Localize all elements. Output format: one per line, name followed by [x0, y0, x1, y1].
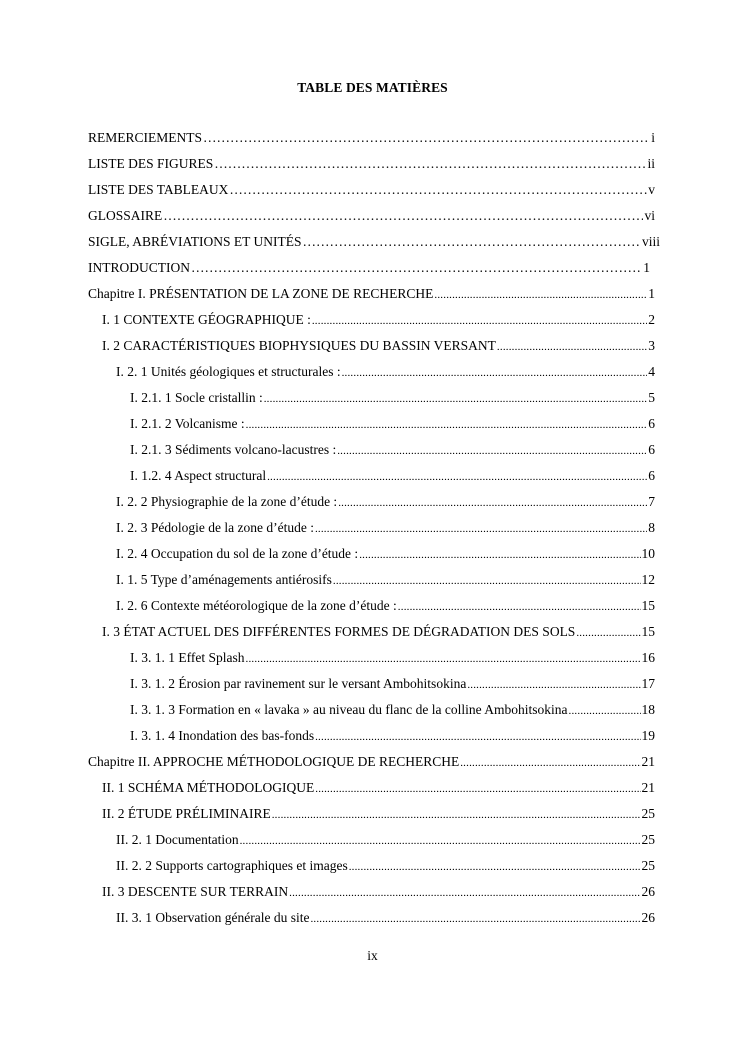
toc-dot-leader	[398, 597, 641, 617]
toc-dot-leader	[240, 831, 641, 851]
toc-entry[interactable]	[88, 258, 650, 278]
toc-entry-label: II. 2. 2 Supports cartographiques et images	[116, 858, 348, 873]
toc-entry-page: 6	[648, 416, 655, 431]
toc-entry-label: I. 3 ÉTAT ACTUEL DES DIFFÉRENTES FORMES DE DÉGRADATION DES SOLS	[102, 624, 576, 639]
toc-entry-label: II. 3 DESCENTE SUR TERRAIN	[102, 884, 289, 899]
toc-entry[interactable]	[116, 544, 655, 564]
toc-entry[interactable]	[102, 310, 655, 330]
toc-entry[interactable]	[116, 492, 655, 512]
toc-entry[interactable]	[88, 180, 655, 200]
toc-entry-page: 5	[648, 390, 655, 405]
toc-entry-label: I. 2 CARACTÉRISTIQUES BIOPHYSIQUES DU BASSIN VERSANT	[102, 338, 496, 353]
toc-entry-page: 25	[641, 858, 655, 873]
toc-entry[interactable]	[130, 440, 655, 460]
toc-entry-label: LISTE DES FIGURES	[88, 156, 214, 171]
toc-entry-page: viii	[641, 234, 660, 249]
toc-entry[interactable]	[130, 700, 655, 720]
toc-entry-page: 25	[641, 832, 655, 847]
toc-entry-page: 17	[641, 676, 655, 691]
toc-entry-label: I. 2.1. 1 Socle cristallin :	[130, 390, 263, 405]
toc-entry-label: Chapitre I. PRÉSENTATION DE LA ZONE DE RECHERCHE	[88, 286, 434, 301]
toc-entry-label: SIGLE, ABRÉVIATIONS ET UNITÉS	[88, 234, 302, 249]
toc-entry-page: vi	[644, 208, 655, 223]
toc-dot-leader	[191, 258, 642, 278]
toc-dot-leader	[264, 389, 648, 409]
toc-entry-label: I. 2.1. 3 Sédiments volcano-lacustres :	[130, 442, 337, 457]
toc-entry-page: 3	[648, 338, 655, 353]
toc-entry-label: I. 2. 6 Contexte météorologique de la zone d’étude :	[116, 598, 397, 613]
toc-entry[interactable]	[130, 648, 655, 668]
toc-entry-page: 8	[648, 520, 655, 535]
toc-entry-page: 26	[641, 910, 655, 925]
toc-entry-label: II. 3. 1 Observation générale du site	[116, 910, 310, 925]
toc-entry[interactable]	[116, 908, 655, 928]
toc-entry-page: 25	[641, 806, 655, 821]
toc-dot-leader	[312, 311, 647, 331]
page-number: ix	[367, 948, 378, 963]
toc-entry-page: 6	[648, 442, 655, 457]
toc-entry[interactable]	[116, 830, 655, 850]
toc-entry[interactable]	[102, 804, 655, 824]
toc-dot-leader	[315, 519, 647, 539]
toc-entry-label: I. 1.2. 4 Aspect structural	[130, 468, 267, 483]
toc-dot-leader	[467, 675, 640, 695]
toc-entry[interactable]	[102, 778, 655, 798]
toc-entry-label: INTRODUCTION	[88, 260, 190, 275]
toc-entry-page: 6	[648, 468, 655, 483]
toc-entry-label: I. 1 CONTEXTE GÉOGRAPHIQUE :	[102, 312, 311, 327]
toc-entry[interactable]	[130, 726, 655, 746]
toc-entry[interactable]	[130, 414, 655, 434]
toc-dot-leader	[229, 180, 647, 200]
toc-dot-leader	[349, 857, 641, 877]
toc-entry[interactable]	[102, 336, 655, 356]
toc-dot-leader	[272, 805, 641, 825]
toc-entry-page: 7	[648, 494, 655, 509]
page-title: TABLE DES MATIÈRES	[297, 80, 448, 95]
toc-entry-label: LISTE DES TABLEAUX	[88, 182, 229, 197]
toc-entry-page: 16	[641, 650, 655, 665]
toc-entry-page: 26	[641, 884, 655, 899]
toc-entry-label: II. 2 ÉTUDE PRÉLIMINAIRE	[102, 806, 271, 821]
toc-entry-page: 19	[641, 728, 655, 743]
toc-entry[interactable]	[102, 882, 655, 902]
toc-entry-page: 21	[641, 754, 655, 769]
toc-dot-leader	[337, 441, 647, 461]
toc-entry[interactable]	[102, 622, 655, 642]
toc-dot-leader	[333, 571, 641, 591]
toc-dot-leader	[338, 493, 647, 513]
toc-entry-page: 18	[641, 702, 655, 717]
toc-entry-label: I. 2. 4 Occupation du sol de la zone d’étude :	[116, 546, 359, 561]
toc-entry-page: 15	[641, 598, 655, 613]
toc-entry-label: II. 1 SCHÉMA MÉTHODOLOGIQUE	[102, 780, 315, 795]
toc-entry-label: I. 2. 2 Physiographie de la zone d’étude :	[116, 494, 338, 509]
toc-entry-label: I. 1. 5 Type d’aménagements antiérosifs	[116, 572, 332, 587]
toc-entry[interactable]	[88, 128, 655, 148]
toc-dot-leader	[460, 753, 640, 773]
toc-entry-label: I. 3. 1. 1 Effet Splash	[130, 650, 245, 665]
toc-entry[interactable]	[88, 154, 655, 174]
toc-entry[interactable]	[116, 518, 655, 538]
toc-dot-leader	[303, 232, 641, 252]
toc-entry[interactable]	[130, 466, 655, 486]
toc-dot-leader	[569, 701, 641, 721]
toc-entry-page: v	[648, 182, 655, 197]
toc-dot-leader	[289, 883, 640, 903]
toc-entry[interactable]	[88, 752, 655, 772]
toc-entry-label: Chapitre II. APPROCHE MÉTHODOLOGIQUE DE RECHERCHE	[88, 754, 460, 769]
toc-entry[interactable]	[88, 284, 655, 304]
toc-dot-leader	[342, 363, 648, 383]
toc-entry-label: II. 2. 1 Documentation	[116, 832, 239, 847]
toc-entry-label: I. 2. 1 Unités géologiques et structurales :	[116, 364, 341, 379]
toc-entry[interactable]	[116, 570, 655, 590]
toc-dot-leader	[315, 727, 640, 747]
toc-entry-page: i	[651, 130, 655, 145]
toc-entry-page: 4	[648, 364, 655, 379]
toc-entry[interactable]	[88, 232, 660, 252]
toc-dot-leader	[315, 779, 640, 799]
toc-entry-page: 10	[641, 546, 655, 561]
toc-entry[interactable]	[116, 856, 655, 876]
toc-entry-label: GLOSSAIRE	[88, 208, 163, 223]
toc-dot-leader	[576, 623, 640, 643]
toc-entry[interactable]	[116, 362, 655, 382]
toc-entry-label: I. 3. 1. 2 Érosion par ravinement sur le versant Ambohitsokina	[130, 676, 467, 691]
toc-entry[interactable]	[130, 388, 655, 408]
toc-dot-leader	[310, 909, 640, 929]
toc-entry[interactable]	[130, 674, 655, 694]
toc-dot-leader	[214, 154, 646, 174]
toc-dot-leader	[497, 337, 647, 357]
toc-entry-label: I. 2. 3 Pédologie de la zone d’étude :	[116, 520, 314, 535]
toc-entry-page: 12	[641, 572, 655, 587]
toc-dot-leader	[359, 545, 640, 565]
toc-entry-page: 1	[643, 260, 650, 275]
toc-entry-label: I. 3. 1. 4 Inondation des bas-fonds	[130, 728, 315, 743]
toc-dot-leader	[203, 128, 650, 148]
toc-entry-page: 1	[648, 286, 655, 301]
toc-entry-page: 21	[641, 780, 655, 795]
toc-entry-page: 2	[648, 312, 655, 327]
toc-dot-leader	[267, 467, 647, 487]
toc-dot-leader	[163, 206, 643, 226]
toc-dot-leader	[434, 285, 647, 305]
toc-entry-label: I. 3. 1. 3 Formation en « lavaka » au niveau du flanc de la colline Ambohitsokina	[130, 702, 568, 717]
toc-entry-label: I. 2.1. 2 Volcanisme :	[130, 416, 245, 431]
toc-dot-leader	[246, 649, 641, 669]
toc-entry-page: ii	[647, 156, 655, 171]
toc-entry-label: REMERCIEMENTS	[88, 130, 203, 145]
toc-entry[interactable]	[88, 206, 655, 226]
toc-entry-page: 15	[641, 624, 655, 639]
toc-entry[interactable]	[116, 596, 655, 616]
toc-dot-leader	[246, 415, 648, 435]
